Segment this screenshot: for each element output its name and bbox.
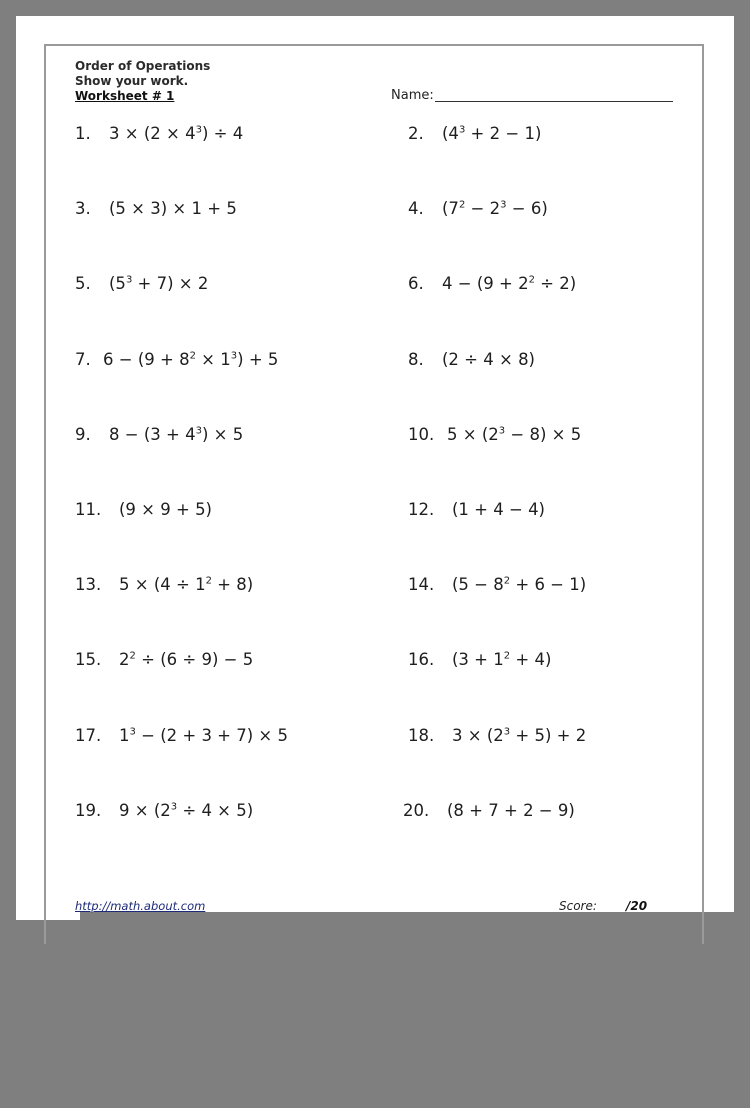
problem-expression: $(7^2 - 2^3 - 6)$ bbox=[442, 199, 548, 218]
problem-number: 14. bbox=[408, 575, 435, 594]
problem-number: 19. bbox=[75, 801, 102, 820]
problem-expression: $(3 + 1^2 + 4)$ bbox=[452, 650, 552, 669]
problem-expression: $5 \times (2^3 - 8) \times 5$ bbox=[447, 425, 582, 444]
problem bbox=[75, 801, 253, 821]
problem-number: 6. bbox=[408, 274, 424, 293]
problem bbox=[408, 350, 535, 370]
problem bbox=[408, 726, 586, 746]
problem bbox=[75, 500, 212, 520]
problem bbox=[75, 650, 253, 670]
problem-number: 1. bbox=[75, 124, 91, 143]
problem-expression: (1 + 4 − 4) bbox=[452, 500, 545, 519]
problem-number: 13. bbox=[75, 575, 102, 594]
problem bbox=[408, 650, 551, 670]
problem-number: 8. bbox=[408, 350, 424, 369]
problem bbox=[75, 124, 243, 144]
problem bbox=[403, 801, 575, 821]
problem-expression: $2^2 \div (6 \div 9) - 5$ bbox=[119, 650, 254, 669]
problem-expression: $3 \times (2 \times 4^3) \div 4$ bbox=[109, 124, 244, 143]
problem-expression: $8 - (3 + 4^3) \times 5$ bbox=[109, 425, 244, 444]
problem-number: 9. bbox=[75, 425, 91, 444]
problem-number: 16. bbox=[408, 650, 435, 669]
name-label: Name: bbox=[391, 88, 434, 103]
score-label: Score: bbox=[559, 899, 597, 913]
problem bbox=[408, 425, 581, 445]
problem-expression: (2 ÷ 4 × 8) bbox=[442, 350, 535, 369]
problem-expression: $9 \times (2^3 \div 4 \times 5)$ bbox=[119, 801, 254, 820]
problem-expression: $5 \times (4 \div 1^2 + 8)$ bbox=[119, 575, 254, 594]
problem bbox=[75, 350, 278, 370]
name-field[interactable] bbox=[435, 101, 673, 102]
problem bbox=[75, 726, 288, 746]
problem-expression: $(5^3 + 7) \times 2$ bbox=[109, 274, 209, 293]
problem-number: 17. bbox=[75, 726, 102, 745]
problem-number: 5. bbox=[75, 274, 91, 293]
problem bbox=[75, 575, 253, 595]
problem-expression: $4 - (9 + 2^2 \div 2)$ bbox=[442, 274, 577, 293]
problem bbox=[75, 199, 237, 219]
problem-number: 15. bbox=[75, 650, 102, 669]
problem-number: 12. bbox=[408, 500, 435, 519]
problem bbox=[408, 575, 586, 595]
problem-number: 7. bbox=[75, 350, 91, 369]
score-total: /20 bbox=[626, 899, 648, 913]
problem bbox=[75, 274, 208, 294]
problem-number: 10. bbox=[408, 425, 435, 444]
problem-number: 4. bbox=[408, 199, 424, 218]
problem-expression: (8 + 7 + 2 − 9) bbox=[447, 801, 575, 820]
problem-expression: $(5 - 8^2 + 6 - 1)$ bbox=[452, 575, 587, 594]
worksheet-title: Order of Operations bbox=[75, 59, 211, 73]
problem-number: 18. bbox=[408, 726, 435, 745]
worksheet-instructions: Show your work. bbox=[75, 74, 189, 88]
problem-number: 2. bbox=[408, 124, 424, 143]
source-link[interactable]: http://math.about.com bbox=[75, 899, 206, 913]
problem-expression: (9 × 9 + 5) bbox=[119, 500, 212, 519]
problem bbox=[408, 199, 548, 219]
problem bbox=[408, 274, 576, 294]
problem bbox=[75, 425, 243, 445]
problem bbox=[408, 124, 541, 144]
problem bbox=[408, 500, 545, 520]
worksheet-number: Worksheet # 1 bbox=[75, 89, 175, 103]
problem-number: 20. bbox=[403, 801, 430, 820]
problem-expression: $(4^3 + 2 - 1)$ bbox=[442, 124, 542, 143]
problem-number: 3. bbox=[75, 199, 91, 218]
problem-number: 11. bbox=[75, 500, 102, 519]
problem-expression: (5 × 3) × 1 + 5 bbox=[109, 199, 237, 218]
problem-expression: $6 - (9 + 8^2 \times 1^3) + 5$ bbox=[103, 350, 279, 369]
problem-expression: $3 \times (2^3 + 5) + 2$ bbox=[452, 726, 587, 745]
problem-expression: $1^3 - (2 + 3 + 7) \times 5$ bbox=[119, 726, 289, 745]
